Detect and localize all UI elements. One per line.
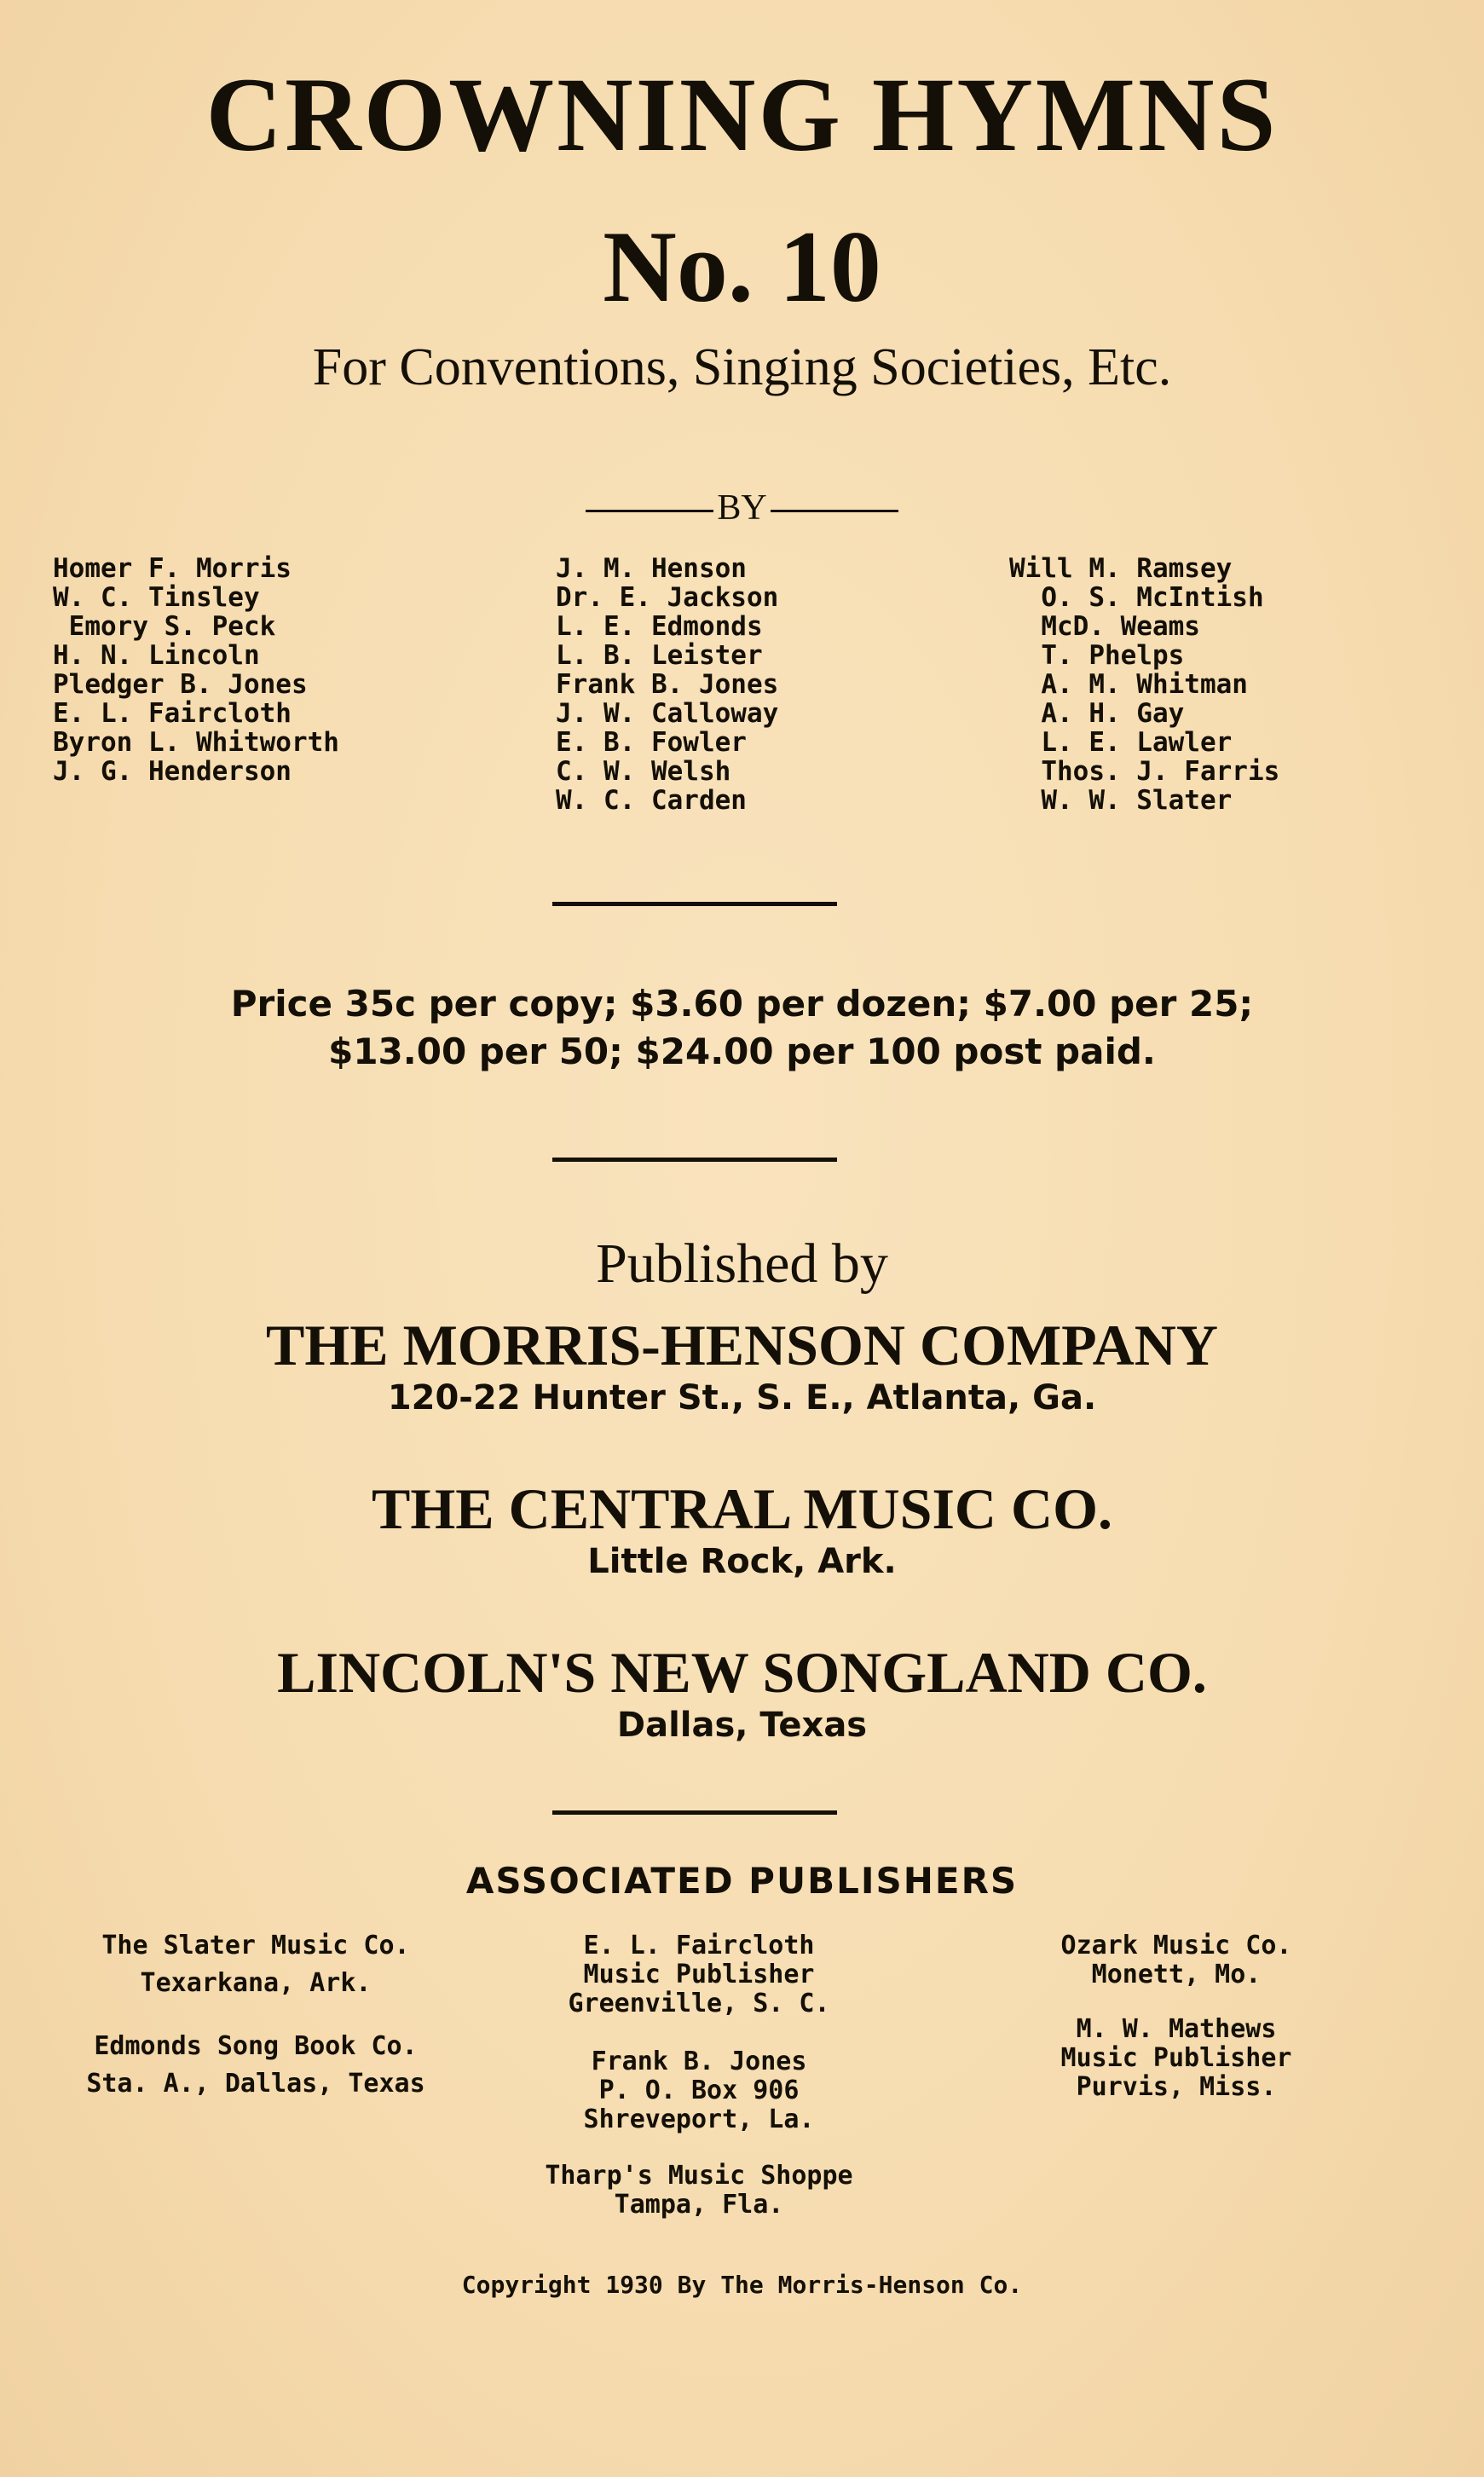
assoc-line: E. L. Faircloth [583, 1931, 815, 1960]
book-title: CROWNING HYMNS [205, 56, 1279, 173]
price-block [0, 980, 1484, 1076]
by-label: BY [717, 488, 767, 528]
assoc-line: The Slater Music Co. [101, 1931, 410, 1960]
author: Will M. Ramsey [1009, 553, 1233, 584]
assoc-line: M. W. Mathews [1076, 2014, 1277, 2044]
copyright-notice: Copyright 1930 By The Morris-Henson Co. [461, 2271, 1023, 2299]
assoc-line: P. O. Box 906 [598, 2076, 800, 2105]
divider-rule [552, 1158, 837, 1162]
author: Emory S. Peck [53, 611, 276, 642]
author: Pledger B. Jones [53, 669, 308, 700]
published-by-label: Published by [596, 1233, 888, 1295]
divider-rule [552, 1810, 837, 1815]
author-column-1 [53, 554, 339, 786]
associated-bottom [477, 2162, 921, 2220]
divider-rule [552, 902, 837, 906]
author: J. W. Calloway [556, 698, 779, 729]
assoc-line: Greenville, S. C. [568, 1989, 830, 2018]
assoc-line: Monett, Mo. [1091, 1960, 1262, 1989]
author: W. C. Tinsley [53, 582, 260, 613]
publisher-block [0, 1313, 1484, 1418]
author: Homer F. Morris [53, 553, 292, 584]
assoc-line: Tampa, Fla. [614, 2190, 784, 2220]
book-tagline: For Conventions, Singing Societies, Etc. [312, 338, 1172, 396]
author: C. W. Welsh [556, 756, 731, 787]
author: O. S. McIntish [1009, 582, 1264, 613]
assoc-line: Texarkana, Ark. [140, 1968, 372, 1998]
publisher-name: LINCOLN'S NEW SONGLAND CO. [277, 1640, 1207, 1705]
publisher-block [0, 1476, 1484, 1582]
price-line: Price 35c per copy; $3.60 per dozen; $7.00 per 25; [230, 983, 1254, 1025]
author: L. E. Edmonds [556, 611, 763, 642]
by-rule-right [771, 510, 898, 512]
assoc-line: Music Publisher [583, 1960, 815, 1989]
by-rule-left [586, 510, 713, 512]
assoc-line: Sta. A., Dallas, Texas [86, 2069, 425, 2099]
author: W. C. Carden [556, 785, 747, 816]
by-heading [0, 488, 1484, 528]
author: A. M. Whitman [1009, 669, 1248, 700]
book-number: No. 10 [603, 210, 881, 323]
associated-left [34, 1931, 477, 2099]
author: H. N. Lincoln [53, 640, 260, 671]
author-column-3 [1009, 554, 1279, 815]
assoc-line: Tharp's Music Shoppe [545, 2161, 853, 2191]
publisher-address: Little Rock, Ark. [587, 1542, 897, 1581]
author: T. Phelps [1009, 640, 1185, 671]
associated-publishers-heading: ASSOCIATED PUBLISHERS [465, 1860, 1019, 1902]
publisher-address: 120-22 Hunter St., S. E., Atlanta, Ga. [387, 1378, 1097, 1417]
author: McD. Weams [1009, 611, 1200, 642]
author: W. W. Slater [1009, 785, 1233, 816]
associated-right [955, 1931, 1398, 2102]
assoc-line: Purvis, Miss. [1076, 2072, 1277, 2102]
author: Frank B. Jones [556, 669, 779, 700]
publisher-address: Dallas, Texas [616, 1706, 868, 1745]
publisher-name: THE MORRIS-HENSON COMPANY [266, 1313, 1218, 1377]
assoc-line: Frank B. Jones [591, 2047, 807, 2076]
price-line: $13.00 per 50; $24.00 per 100 post paid. [328, 1031, 1156, 1072]
author: L. E. Lawler [1009, 727, 1233, 758]
assoc-line: Music Publisher [1060, 2043, 1292, 2073]
associated-center [477, 1931, 921, 2134]
author-list [53, 554, 1434, 827]
author: E. L. Faircloth [53, 698, 292, 729]
author: J. G. Henderson [53, 756, 292, 787]
author: J. M. Henson [556, 553, 747, 584]
publisher-block [0, 1640, 1484, 1746]
author: Byron L. Whitworth [53, 727, 339, 758]
author-column-2 [556, 554, 778, 815]
assoc-line: Ozark Music Co. [1060, 1931, 1292, 1960]
author: Thos. J. Farris [1009, 756, 1280, 787]
author: A. H. Gay [1009, 698, 1185, 729]
publisher-name: THE CENTRAL MUSIC CO. [371, 1476, 1113, 1541]
author: Dr. E. Jackson [556, 582, 779, 613]
assoc-line: Edmonds Song Book Co. [94, 2031, 418, 2061]
author: E. B. Fowler [556, 727, 747, 758]
author: L. B. Leister [556, 640, 763, 671]
assoc-line: Shreveport, La. [583, 2105, 815, 2134]
